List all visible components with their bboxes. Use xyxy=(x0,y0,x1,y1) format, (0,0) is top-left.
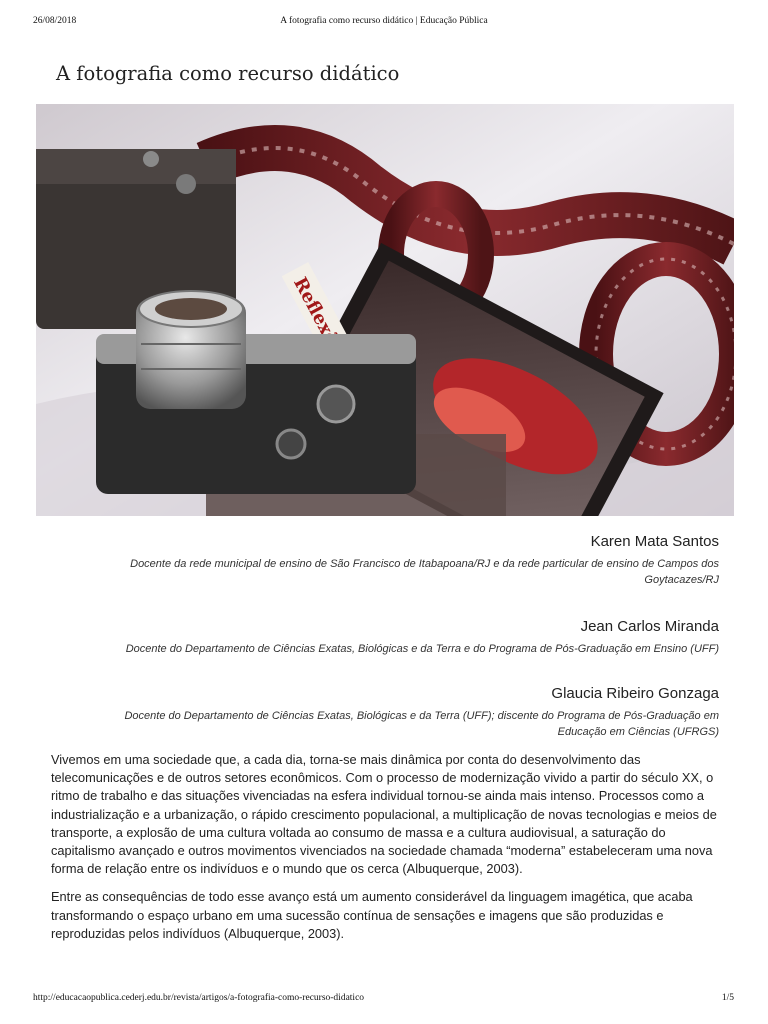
author-name: Jean Carlos Miranda xyxy=(580,618,719,635)
hero-photo-illustration xyxy=(36,104,734,516)
author-affiliation: Docente da rede municipal de ensino de São Francisco de Itabapoana/RJ e da rede particular de ensino de Campos dos Goytacazes/RJ xyxy=(130,558,719,586)
print-date: 26/08/2018 xyxy=(33,16,77,26)
author-affiliation: Docente do Departamento de Ciências Exatas, Biológicas e da Terra e do Programa de Pós-Graduação em Ensino (UFF) xyxy=(125,643,719,655)
article-title: A fotografia como recurso didático xyxy=(56,62,400,85)
page-number: 1/5 xyxy=(721,993,734,1003)
print-page-title: A fotografia como recurso didático | Educação Pública xyxy=(280,16,488,26)
author-name: Glaucia Ribeiro Gonzaga xyxy=(551,685,719,702)
body-paragraph: Entre as consequências de todo esse avanço está um aumento considerável da linguagem imagética, que acaba transformando o espaço urbano em uma sucessão contínua de sensações e imagens que são produzidas e reproduzidas pelos indivíduos (Albuquerque, 2003). xyxy=(51,889,693,941)
author-name: Karen Mata Santos xyxy=(590,533,719,550)
author-affiliation: Docente do Departamento de Ciências Exatas, Biológicas e da Terra (UFF); discente do Programa de Pós-Graduação em Educação em Ciências (UFRGS) xyxy=(124,710,719,738)
body-paragraph: Vivemos em uma sociedade que, a cada dia, torna-se mais dinâmica por conta do desenvolvimento das telecomunicações e de outros setores econômicos. Com o processo de modernização vivido a partir do século XX, o ritmo de trabalho e das situações vivenciadas na esfera individual tornou-se ainda mais intenso. Processos como a industrialização e a urbanização, o rápido crescimento populacional, a multiplicação de novas tecnologias e meios de transporte, a explosão de uma cultura voltada ao consumo de massa e a cultura audiovisual, a saturação do capitalismo avançado e outros movimentos vivenciados na sociedade chamada “moderna” estabeleceram uma nova forma de relação entre os indivíduos e o mundo que os cerca (Albuquerque, 2003). xyxy=(51,752,717,877)
author-block xyxy=(80,532,719,588)
article-body xyxy=(51,751,723,953)
print-url: http://educacaopublica.cederj.edu.br/revista/artigos/a-fotografia-como-recurso-didatico xyxy=(33,993,365,1003)
author-block xyxy=(80,617,719,657)
print-footer xyxy=(0,993,768,1007)
author-block xyxy=(80,684,719,740)
hero-image xyxy=(36,104,734,516)
print-header xyxy=(0,16,768,30)
